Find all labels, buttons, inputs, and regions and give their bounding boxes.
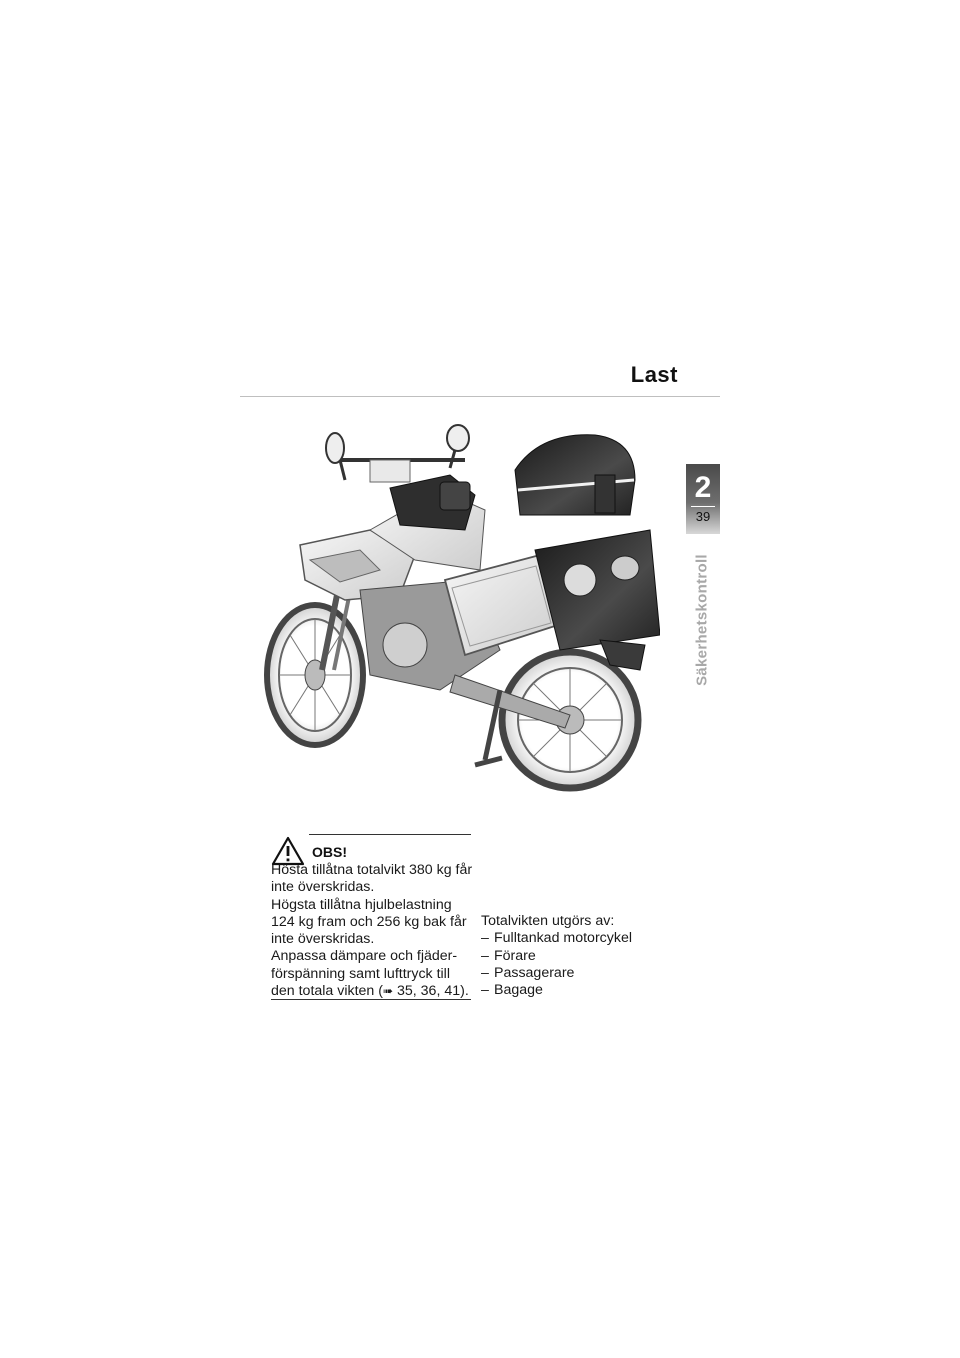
note-body: [271, 862, 471, 1000]
note-line-text: den totala vikten (: [271, 983, 383, 1000]
note-top-divider: [309, 834, 471, 835]
list-item: [481, 930, 681, 947]
total-weight-list: [481, 930, 681, 999]
list-item: [481, 948, 681, 965]
header-divider: [240, 396, 720, 397]
note-line: 124 kg fram och 256 kg bak får: [271, 913, 467, 930]
note-line: Högsta tillåtna hjulbelastning: [271, 896, 452, 913]
list-item-text: Fulltankad motorcykel: [494, 930, 632, 947]
note-line: Hösta tillåtna totalvikt 380 kg får: [271, 862, 473, 878]
chapter-number: 2: [694, 471, 712, 504]
note-line: förspänning samt lufttryck till: [271, 965, 450, 982]
rear-wheel: [502, 652, 638, 788]
list-dash: –: [481, 947, 489, 964]
section-side-label: Säkerhetskontroll: [693, 554, 711, 686]
front-wheel: [267, 605, 363, 745]
page-number: 39: [695, 509, 711, 524]
chapter-tab-divider: [691, 506, 715, 507]
page-reference-links: 35, 36, 41).: [393, 983, 469, 1000]
note-line: inte överskridas.: [271, 879, 375, 896]
motorcycle-illustration: [240, 420, 660, 800]
total-weight-intro: Totalvikten utgörs av:: [481, 913, 615, 929]
list-dash: –: [481, 982, 489, 999]
note-line: Anpassa dämpare och fjäder-: [271, 948, 458, 965]
note-line: [271, 983, 471, 1000]
page-reference-arrow-icon: ➠: [383, 984, 394, 999]
total-weight-section: [481, 913, 681, 999]
list-dash: –: [481, 930, 489, 947]
list-item-text: Förare: [494, 947, 536, 964]
list-item-text: Bagage: [494, 982, 543, 999]
list-item-text: Passagerare: [494, 964, 575, 981]
page-title: Last: [630, 362, 678, 387]
note-bottom-divider: [271, 999, 471, 1000]
list-item: [481, 982, 681, 999]
note-title: OBS!: [312, 844, 347, 860]
list-dash: –: [481, 964, 489, 981]
list-item: [481, 965, 681, 982]
note-line: inte överskridas.: [271, 931, 375, 948]
